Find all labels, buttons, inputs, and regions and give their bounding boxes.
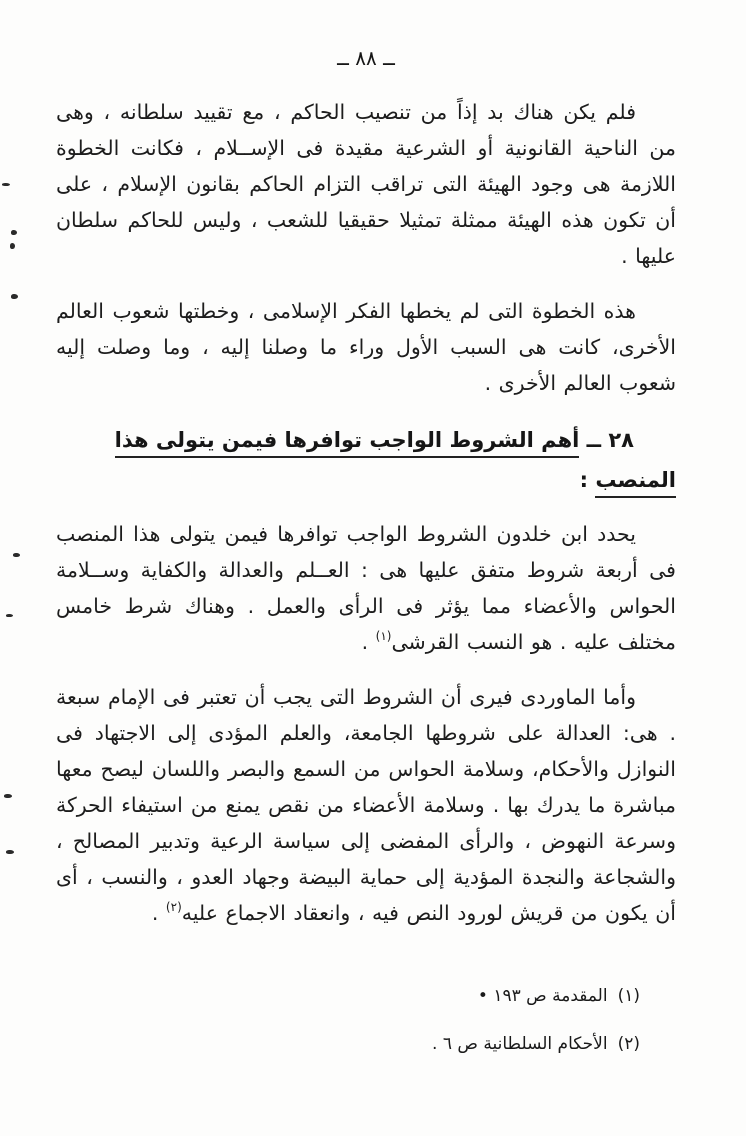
footnotes-section [56,983,640,1057]
scan-speck [6,614,13,617]
footnote-1-marker: (١) [617,986,640,1006]
scan-speck [2,183,10,186]
section-colon: : [579,468,596,492]
footnote-1-text: المقدمة ص ١٩٣ • [477,986,608,1006]
paragraph-3-tail: . [361,630,376,654]
page-number: ــ ٨٨ ــ [337,46,395,70]
section-heading [56,420,676,500]
scan-speck [11,230,17,235]
footnote-2-marker: (٢) [617,1034,640,1054]
section-number: ٢٨ [608,428,634,452]
footnote-ref-1: (١) [375,629,392,643]
scan-speck [6,850,14,854]
section-title: أهم الشروط الواجب توافرها فيمن يتولى هذا المنصب [115,428,676,498]
paragraph-3-text: يحدد ابن خلدون الشروط الواجب توافرها فيمن يتولى هذا المنصب فى أربعة شروط متفق عليها هى : العــلم والعدالة والكفاية وســلامة الحواس والأعضاء مما يؤثر فى الرأى والعمل . وهناك شرط خامس مختلف عليه . هو النسب القرشى [56,522,676,654]
footnote-1 [56,983,640,1009]
footnote-2-text: الأحكام السلطانية ص ٦ . [432,1034,608,1054]
scan-speck [13,553,20,557]
footnote-2 [56,1031,640,1057]
scan-speck [11,294,18,299]
paragraph-4-text: وأما الماوردى فيرى أن الشروط التى يجب أن تعتبر فى الإمام سبعة . هى: العدالة على شروطها الجامعة، والعلم المؤدى إلى الاجتهاد فى النوازل والأحكام، وسلامة الحواس من السمع والبصر واللسان ليصح معها مباشرة ما يدرك بها . وسلامة الأعضاء من نقص يمنع من استيفاء الحركة وسرعة النهوض ، والرأى المفضى إلى سياسة الرعية وتدبير المصالح ، والشجاعة والنجدة المؤدية إلى حماية البيضة وجهاد العدو ، والنسب ، أى أن يكون من قريش لورود النص فيه ، وانعقاد الاجماع عليه [56,685,676,925]
scan-speck [10,243,15,249]
paragraph-2: هذه الخطوة التى لم يخطها الفكر الإسلامى ، وخطتها شعوب العالم الأخرى، كانت هى السبب الأول وراء ما وصلنا إليه ، وما وصلت إليه شعوب العالم الأخرى . [56,299,676,395]
paragraph-1: فلم يكن هناك بد إذاً من تنصيب الحاكم ، مع تقييد سلطانه ، وهى من الناحية القانونية أو الشرعية مقيدة فى الإســلام ، فكانت الخطوة اللازمة هى وجود الهيئة التى تراقب التزام الحاكم بقانون الإسلام ، على أن تكون هذه الهيئة ممثلة تمثيلا حقيقيا للشعب ، وليس للحاكم سلطان عليها . [56,100,676,268]
scan-speck [4,794,12,798]
paragraph-4-tail: . [151,901,166,925]
paragraph-4 [56,679,676,931]
section-dash: ــ [579,428,609,452]
paragraph-3 [56,516,676,660]
footnote-ref-2: (٢) [165,900,182,914]
